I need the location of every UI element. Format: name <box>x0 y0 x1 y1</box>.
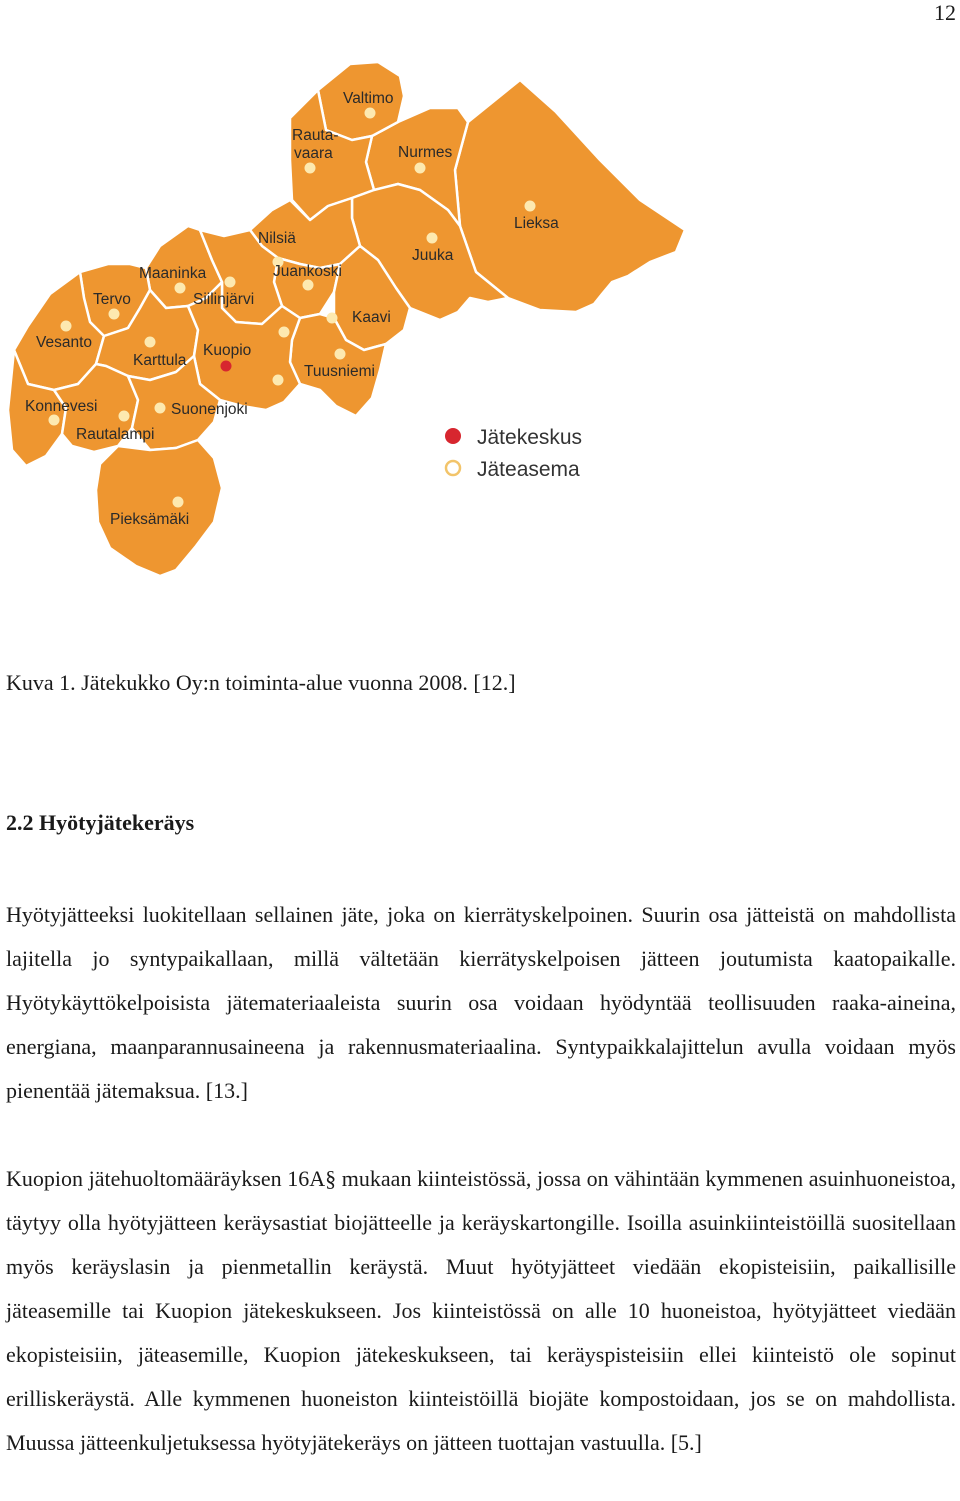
station-dot-vesanto <box>61 321 72 332</box>
label-valtimo: Valtimo <box>343 90 394 107</box>
label-rautavaara-2: vaara <box>294 145 333 162</box>
label-maaninka: Maaninka <box>139 265 207 282</box>
station-dot-tervo <box>109 309 120 320</box>
station-dot-juuka <box>427 233 438 244</box>
label-tuusniemi: Tuusniemi <box>304 363 375 380</box>
station-dot-rautalampi <box>119 411 130 422</box>
station-dot-kuopio-south <box>273 375 284 386</box>
station-dot-suonenjoki <box>155 403 166 414</box>
page-number: 12 <box>934 0 956 25</box>
station-dot-nurmes <box>415 163 426 174</box>
station-dot-juankoski <box>303 280 314 291</box>
station-dot-valtimo <box>365 108 376 119</box>
region-pieksamaki <box>96 440 222 576</box>
label-rautalampi: Rautalampi <box>76 426 155 443</box>
station-dot-tuusniemi <box>335 349 346 360</box>
label-konnevesi: Konnevesi <box>25 398 98 415</box>
station-dot-kuopio-north <box>279 327 290 338</box>
label-rautavaara-1: Rauta- <box>292 127 339 144</box>
map-regions <box>8 62 685 576</box>
label-vesanto: Vesanto <box>36 334 93 351</box>
label-pieksamaki: Pieksämäki <box>110 511 190 528</box>
label-nilsia: Nilsiä <box>258 230 296 247</box>
legend-station-marker <box>446 461 460 475</box>
paragraph-recyclable-waste: Hyötyjätteeksi luokitellaan sellainen jäte, joka on kierrätyskelpoinen. Suurin osa jätteistä on mahdollista lajitella jo syntypaikallaan, millä vältetään kierrätyskelpoisen jätteen joutumista kaatopaikalle. Hyötykäyttökelpoisista jätemateriaaleista suurin osa voidaan hyödyntää teollisuuden raaka-aineina, energiana, maanparannusaineena ja rakennusmateriaalina. Syntypaikkalajittelun avulla voidaan myös pienentää jätemaksua. [13.] <box>6 902 956 1103</box>
legend-station-label: Jäteasema <box>477 458 580 481</box>
station-dot-konnevesi <box>49 415 60 426</box>
label-lieksa: Lieksa <box>514 215 559 232</box>
station-dot-karttula <box>145 337 156 348</box>
label-nurmes: Nurmes <box>398 144 453 161</box>
map-legend <box>445 426 582 481</box>
station-dot-kaavi <box>327 313 338 324</box>
label-juankoski: Juankoski <box>273 263 342 280</box>
station-dot-pieksamaki <box>173 497 184 508</box>
label-kuopio: Kuopio <box>203 342 252 359</box>
station-dot-maaninka <box>175 283 186 294</box>
station-dot-lieksa <box>525 201 536 212</box>
legend-center-marker <box>445 428 461 444</box>
region-lieksa <box>455 80 685 312</box>
label-kaavi: Kaavi <box>352 309 391 326</box>
legend-center-label: Jätekeskus <box>477 426 583 449</box>
label-karttula: Karttula <box>133 352 187 369</box>
figure-caption: Kuva 1. Jätekukko Oy:n toiminta-alue vuonna 2008. [12.] <box>6 670 516 695</box>
paragraph-kuopio-regulation: Kuopion jätehuoltomääräyksen 16A§ mukaan kiinteistössä, jossa on vähintään kymmenen asuinhuoneistoa, täytyy olla hyötyjätteen keräysastiat biojätteelle ja keräyskartongille. Isoilla asuinkiinteistöillä suositellaan myös keräyslasin ja pienmetallin keräystä. Muut hyötyjätteet viedään ekopisteisiin, paikallisille jäteasemille tai Kuopion jätekeskukseen. Jos kiinteistössä on alle 10 huoneistoa, hyötyjätteet viedään ekopisteisiin, jäteasemille, Kuopion jätekeskukseen, tai keräyspisteisiin ellei kiinteistö ole sopinut erilliskeräystä. Alle kymmenen huoneiston kiinteistöillä biojäte kompostoidaan, jos se on mahdollista. Muussa jätteenkuljetuksessa hyötyjätekeräys on jätteen tuottajan vastuulla. [5.] <box>6 1166 956 1455</box>
station-dot-siilinjarvi <box>225 277 236 288</box>
label-tervo: Tervo <box>93 291 131 308</box>
label-siilinjarvi: Siilinjärvi <box>193 291 255 308</box>
waste-center-dot-kuopio <box>221 361 232 372</box>
section-heading: 2.2 Hyötyjätekeräys <box>6 810 195 835</box>
station-dot-rautavaara <box>305 163 316 174</box>
label-suonenjoki: Suonenjoki <box>171 401 248 418</box>
label-juuka: Juuka <box>412 247 454 264</box>
service-area-map <box>0 50 700 590</box>
